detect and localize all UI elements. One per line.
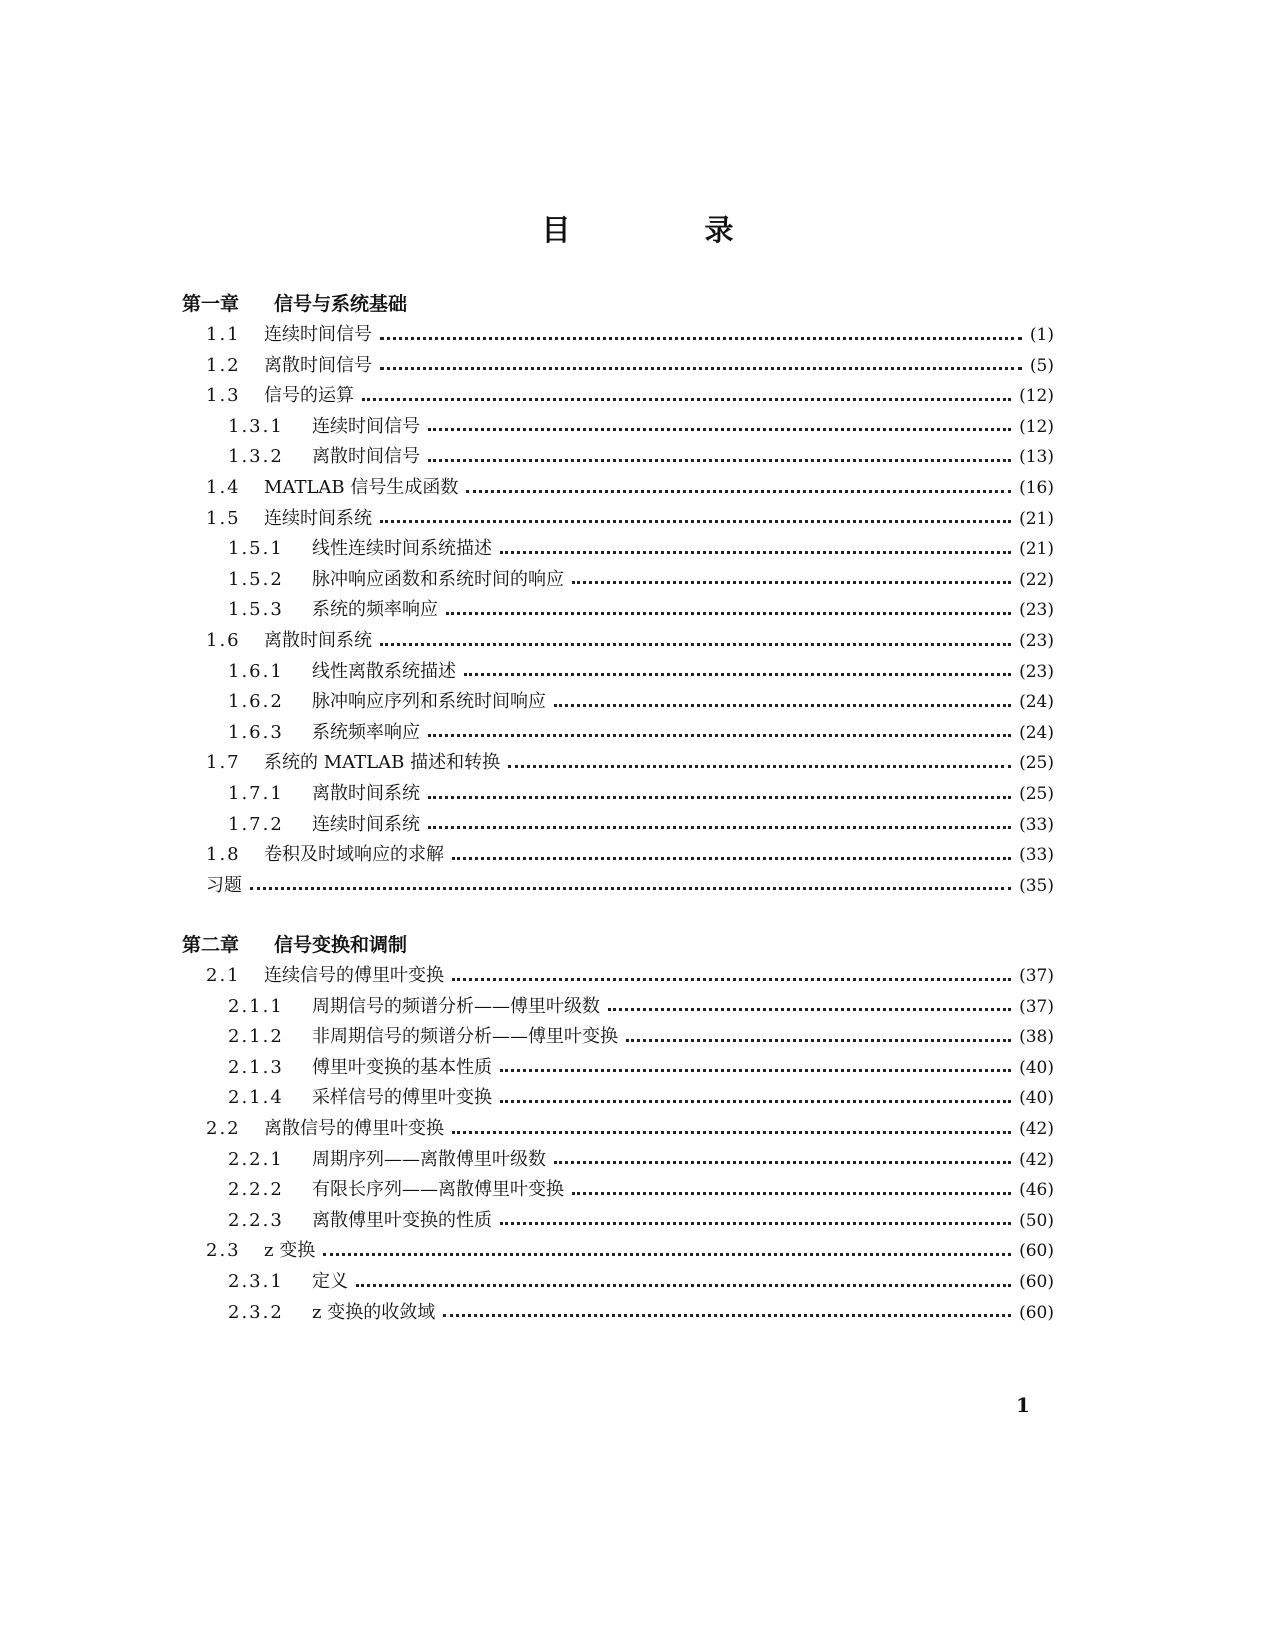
section-title: 周期信号的频谱分析——傅里叶级数 xyxy=(312,995,600,1017)
dot-leader xyxy=(452,978,1011,981)
section-title: 习题 xyxy=(206,874,242,896)
page-ref: (42) xyxy=(1019,1149,1054,1170)
dot-leader xyxy=(323,1253,1011,1256)
section-number: 2.3 xyxy=(206,1240,241,1262)
dot-leader xyxy=(500,551,1011,554)
page-ref: (16) xyxy=(1019,478,1054,498)
toc-entry[interactable] xyxy=(228,718,1054,748)
dot-leader xyxy=(508,765,1011,768)
page-ref: (25) xyxy=(1019,753,1054,774)
dot-leader xyxy=(380,367,1022,370)
toc-entry[interactable] xyxy=(228,412,1054,442)
section-title: z 变换 xyxy=(264,1240,316,1262)
section-title: 周期序列——离散傅里叶级数 xyxy=(312,1148,546,1170)
section-number: 2.1.2 xyxy=(228,1026,284,1048)
page-ref: (60) xyxy=(1019,1302,1054,1323)
section-title: 定义 xyxy=(312,1271,348,1292)
page-ref: (1) xyxy=(1029,325,1054,345)
section-number: 1.6.2 xyxy=(228,691,284,713)
section-title: 线性连续时间系统描述 xyxy=(312,538,492,560)
page-ref: (24) xyxy=(1019,692,1054,713)
section-title: 连续时间系统 xyxy=(264,507,372,529)
section-title: 非周期信号的频谱分析——傅里叶变换 xyxy=(312,1026,618,1048)
dot-leader xyxy=(500,1100,1011,1103)
section-number: 1.3.2 xyxy=(228,446,284,468)
dot-leader xyxy=(380,520,1011,523)
toc-entry[interactable] xyxy=(228,534,1054,564)
page-ref: (22) xyxy=(1019,569,1054,590)
section-number: 1.6.3 xyxy=(228,721,284,743)
page-ref: (38) xyxy=(1019,1027,1054,1048)
page-ref: (25) xyxy=(1019,784,1054,804)
section-title: 连续时间系统 xyxy=(312,813,420,835)
chapter-number: 第二章 xyxy=(182,934,240,956)
toc-entry[interactable] xyxy=(228,779,1054,809)
dot-leader xyxy=(428,796,1011,799)
section-number: 1.8 xyxy=(206,844,241,866)
toc-entry[interactable] xyxy=(206,504,1054,534)
chapter-heading xyxy=(182,290,407,318)
page-ref: (23) xyxy=(1019,600,1054,621)
dot-leader xyxy=(554,704,1011,707)
page-ref: (21) xyxy=(1019,539,1054,560)
page-title: 目 录 xyxy=(541,213,796,247)
dot-leader xyxy=(500,1069,1011,1072)
section-title: 离散时间系统 xyxy=(264,630,372,651)
section-title: 离散信号的傅里叶变换 xyxy=(264,1118,444,1139)
section-number: 1.3.1 xyxy=(228,415,284,437)
dot-leader xyxy=(572,581,1011,584)
section-number: 1.6 xyxy=(206,630,241,651)
page-ref: (35) xyxy=(1019,875,1054,896)
page-ref: (40) xyxy=(1019,1057,1054,1078)
page-ref: (60) xyxy=(1019,1272,1054,1292)
toc-entry[interactable] xyxy=(228,810,1054,840)
toc-entry[interactable] xyxy=(228,1267,1054,1297)
section-title: 系统的 MATLAB 描述和转换 xyxy=(264,752,501,774)
section-number: 2.1.1 xyxy=(228,995,284,1017)
page-ref: (23) xyxy=(1019,631,1054,651)
section-title: 离散时间信号 xyxy=(264,354,372,376)
section-number: 1.5.2 xyxy=(228,568,284,590)
section-number: 2.1 xyxy=(206,965,241,986)
page-ref: (21) xyxy=(1019,508,1054,529)
page-ref: (12) xyxy=(1019,416,1054,437)
toc-entry[interactable] xyxy=(206,1236,1054,1266)
page-ref: (5) xyxy=(1029,355,1054,376)
section-number: 1.1 xyxy=(206,324,241,345)
toc-entry[interactable] xyxy=(206,351,1054,381)
section-title: 脉冲响应序列和系统时间响应 xyxy=(312,691,546,713)
toc-entry[interactable] xyxy=(206,1114,1054,1144)
section-number: 2.1.3 xyxy=(228,1056,284,1078)
dot-leader xyxy=(428,428,1011,431)
section-number: 2.2.3 xyxy=(228,1209,284,1231)
dot-leader xyxy=(428,734,1011,737)
toc-entry[interactable] xyxy=(228,595,1054,625)
section-number: 2.2.2 xyxy=(228,1179,284,1201)
dot-leader xyxy=(452,1131,1011,1134)
section-number: 1.7.1 xyxy=(228,783,284,804)
section-title: 离散傅里叶变换的性质 xyxy=(312,1209,492,1231)
dot-leader xyxy=(356,1284,1011,1287)
toc-entry[interactable] xyxy=(228,657,1054,687)
page-ref: (50) xyxy=(1019,1210,1054,1231)
section-title: 连续时间信号 xyxy=(312,415,420,437)
dot-leader xyxy=(362,398,1011,401)
dot-leader xyxy=(446,612,1011,615)
toc-entry[interactable] xyxy=(206,626,1054,656)
dot-leader xyxy=(500,1222,1011,1225)
section-title: 连续时间信号 xyxy=(264,324,372,345)
section-number: 1.2 xyxy=(206,354,241,376)
dot-leader xyxy=(250,887,1011,890)
section-title: 脉冲响应函数和系统时间的响应 xyxy=(312,568,564,590)
page-ref: (24) xyxy=(1019,722,1054,743)
toc-entry[interactable] xyxy=(228,1022,1054,1052)
dot-leader xyxy=(428,459,1011,462)
section-number: 2.3.2 xyxy=(228,1301,284,1323)
section-number: 1.5.1 xyxy=(228,538,284,560)
toc-entry[interactable] xyxy=(206,320,1054,350)
toc-entry[interactable] xyxy=(206,381,1054,411)
page-ref: (33) xyxy=(1019,814,1054,835)
section-title: 系统的频率响应 xyxy=(312,599,438,621)
page-ref: (12) xyxy=(1019,386,1054,407)
toc-entry[interactable] xyxy=(228,1145,1054,1175)
page-ref: (42) xyxy=(1019,1119,1054,1139)
toc-entry[interactable] xyxy=(228,442,1054,472)
page-ref: (33) xyxy=(1019,845,1054,866)
section-title: 信号的运算 xyxy=(264,385,354,407)
section-title: 连续信号的傅里叶变换 xyxy=(264,965,444,986)
section-number: 1.4 xyxy=(206,477,241,498)
dot-leader xyxy=(464,673,1011,676)
toc-entry[interactable] xyxy=(228,992,1054,1022)
page-ref: (60) xyxy=(1019,1241,1054,1262)
section-number: 2.3.1 xyxy=(228,1271,284,1292)
dot-leader xyxy=(626,1039,1011,1042)
dot-leader xyxy=(443,1314,1011,1317)
dot-leader xyxy=(554,1161,1011,1164)
toc-entry[interactable] xyxy=(206,473,1054,503)
page-number: 1 xyxy=(1016,1393,1030,1417)
section-title: 卷积及时域响应的求解 xyxy=(264,844,444,866)
toc-entry[interactable] xyxy=(206,840,1054,870)
toc-entry[interactable] xyxy=(228,1175,1054,1205)
section-number: 1.5 xyxy=(206,507,241,529)
dot-leader xyxy=(428,826,1011,829)
section-number: 1.6.1 xyxy=(228,660,284,682)
toc-entry[interactable] xyxy=(228,1083,1054,1113)
section-number: 2.2 xyxy=(206,1118,241,1139)
toc-entry[interactable] xyxy=(228,687,1054,717)
section-number: 1.7 xyxy=(206,752,241,774)
section-title: 离散时间信号 xyxy=(312,446,420,468)
section-title: 傅里叶变换的基本性质 xyxy=(312,1056,492,1078)
page-ref: (13) xyxy=(1019,447,1054,468)
dot-leader xyxy=(466,490,1011,493)
toc-entry[interactable] xyxy=(206,748,1054,778)
toc-entry[interactable] xyxy=(228,565,1054,595)
section-title: MATLAB 信号生成函数 xyxy=(264,477,459,498)
page-ref: (40) xyxy=(1019,1088,1054,1109)
dot-leader xyxy=(380,643,1011,646)
dot-leader xyxy=(380,337,1022,340)
section-title: 离散时间系统 xyxy=(312,783,420,804)
page-ref: (37) xyxy=(1019,996,1054,1017)
section-title: 有限长序列——离散傅里叶变换 xyxy=(312,1179,564,1201)
page-ref: (46) xyxy=(1019,1180,1054,1201)
page-ref: (23) xyxy=(1019,661,1054,682)
section-number: 1.3 xyxy=(206,385,241,407)
section-number: 1.5.3 xyxy=(228,599,284,621)
chapter-title: 信号与系统基础 xyxy=(274,293,408,315)
toc-entry[interactable] xyxy=(206,961,1054,991)
section-number: 2.1.4 xyxy=(228,1087,284,1109)
section-title: 采样信号的傅里叶变换 xyxy=(312,1087,492,1109)
section-number: 2.2.1 xyxy=(228,1148,284,1170)
section-title: z 变换的收敛域 xyxy=(312,1301,436,1323)
section-number: 1.7.2 xyxy=(228,813,284,835)
page-ref: (37) xyxy=(1019,966,1054,986)
section-title: 线性离散系统描述 xyxy=(312,660,456,682)
toc-entry[interactable] xyxy=(228,1206,1054,1236)
toc-entry[interactable] xyxy=(228,1053,1054,1083)
chapter-number: 第一章 xyxy=(182,293,240,315)
section-title: 系统频率响应 xyxy=(312,721,420,743)
dot-leader xyxy=(608,1008,1011,1011)
dot-leader xyxy=(452,857,1011,860)
chapter-title: 信号变换和调制 xyxy=(274,934,408,956)
toc-entry[interactable] xyxy=(206,871,1054,901)
dot-leader xyxy=(572,1192,1011,1195)
chapter-heading xyxy=(182,931,407,959)
toc-entry[interactable] xyxy=(228,1298,1054,1328)
